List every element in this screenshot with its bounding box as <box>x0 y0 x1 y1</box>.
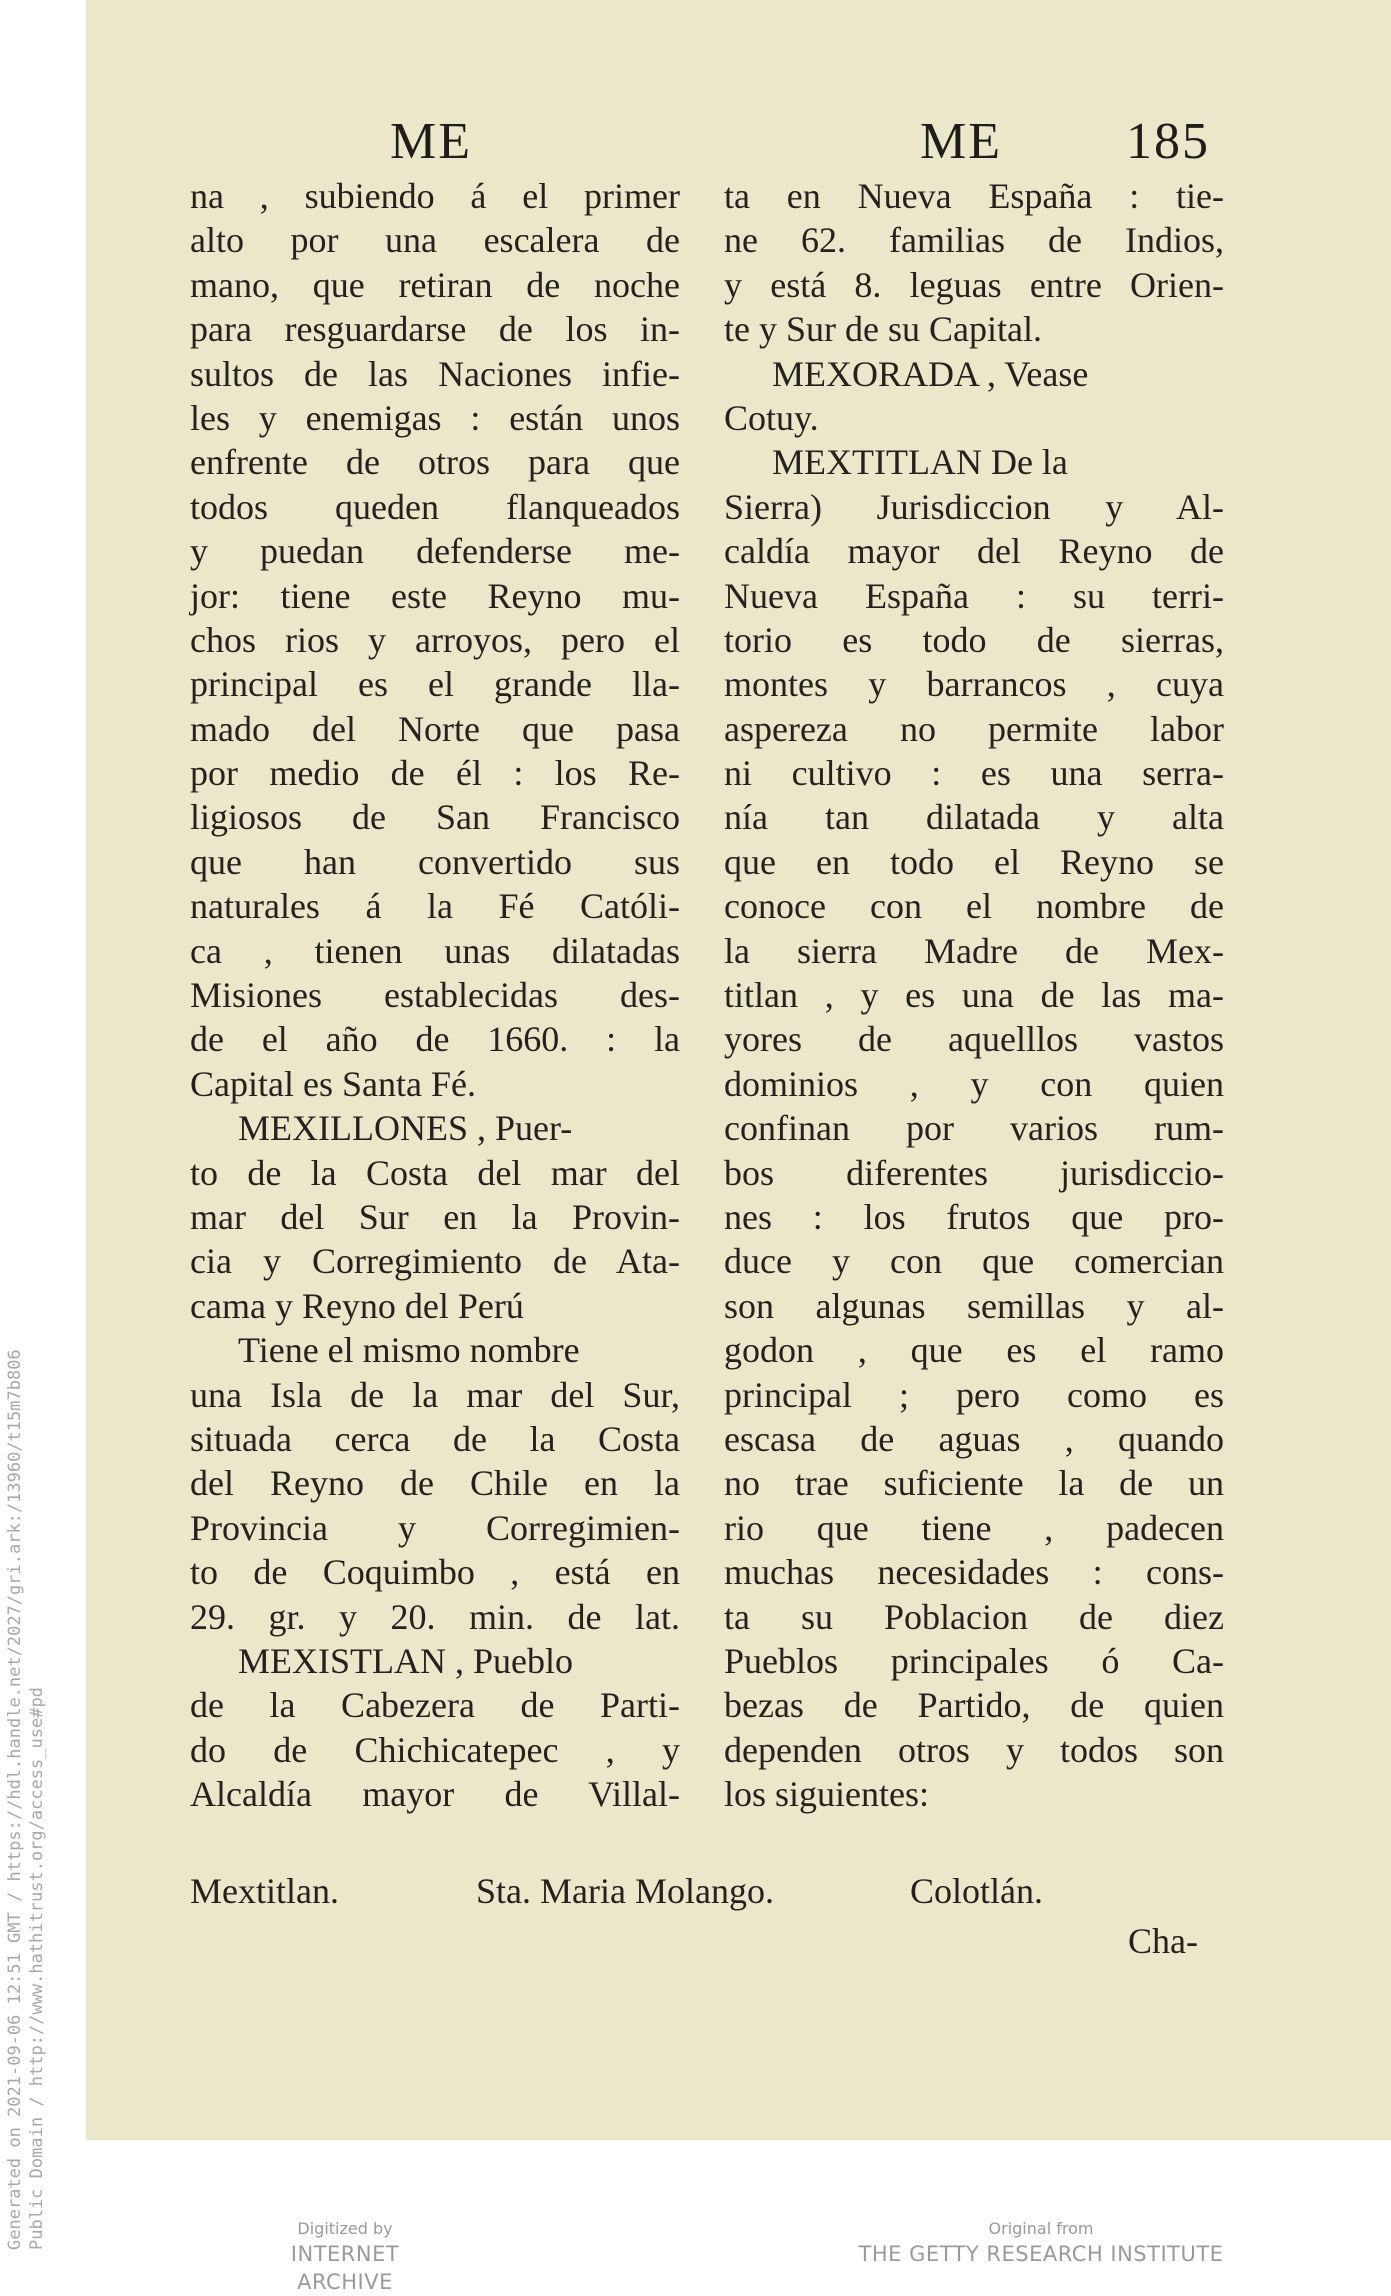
text-line: muchas necesidades : cons- <box>724 1552 1224 1593</box>
text-line: godon , que es el ramo <box>724 1330 1224 1371</box>
text-line: principal ; pero como es <box>724 1374 1224 1415</box>
text-line: escasa de aguas , quando <box>724 1418 1224 1459</box>
text-line: y puedan defenderse me- <box>190 531 680 572</box>
text-line: cia y Corregimiento de Ata- <box>190 1241 680 1282</box>
text-line: ni cultivo : es una serra- <box>724 753 1224 794</box>
place-list-item: Mextitlan. <box>190 1871 339 1911</box>
generation-note <box>4 1349 48 2250</box>
text-line: Pueblos principales ó Ca- <box>724 1640 1224 1681</box>
text-line: Nueva España : su terri- <box>724 575 1224 616</box>
generation-note-line: Generated on 2021-09-06 12:51 GMT / https://hdl.handle.net/2027/gri.ark:/13960/t15m7b806 <box>5 1349 25 2250</box>
text-line: de el año de 1660. : la <box>190 1019 680 1060</box>
text-line: mado del Norte que pasa <box>190 708 680 749</box>
text-line: ta su Poblacion de diez <box>724 1596 1224 1637</box>
text-line: los siguientes: <box>724 1774 929 1815</box>
text-line: ca , tienen unas dilatadas <box>190 930 680 971</box>
text-line: montes y barrancos , cuya <box>724 664 1224 705</box>
text-line: ta en Nueva España : tie- <box>724 176 1224 216</box>
text-line: rio que tiene , padecen <box>724 1507 1224 1548</box>
text-line: mano, que retiran de noche <box>190 264 680 305</box>
text-line: MEXILLONES , Puer- <box>238 1108 573 1149</box>
text-line: bos diferentes jurisdiccio- <box>724 1152 1224 1193</box>
text-line: Provincia y Corregimien- <box>190 1507 680 1548</box>
text-line: situada cerca de la Costa <box>190 1418 680 1459</box>
text-line: te y Sur de su Capital. <box>724 309 1042 350</box>
running-head-right: ME <box>920 113 1002 170</box>
running-head-left: ME <box>390 113 472 170</box>
text-line: to de Coquimbo , está en <box>190 1552 680 1593</box>
text-line: bezas de Partido, de quien <box>724 1685 1224 1726</box>
text-line: dependen otros y todos son <box>724 1729 1224 1770</box>
text-line: MEXORADA , Vease <box>772 353 1089 394</box>
place-list-item: Sta. Maria Molango. <box>476 1871 774 1911</box>
left-text-column <box>190 174 680 1816</box>
text-line: y está 8. leguas entre Orien- <box>724 264 1224 305</box>
text-line: Misiones establecidas des- <box>190 975 680 1016</box>
text-line: principal es el grande lla- <box>190 664 680 705</box>
text-line: Sierra) Jurisdiccion y Al- <box>724 486 1224 527</box>
text-line: 29. gr. y 20. min. de lat. <box>190 1596 680 1637</box>
text-line: la sierra Madre de Mex- <box>724 930 1224 971</box>
digitized-by-credit <box>240 2218 450 2296</box>
text-line: de la Cabezera de Parti- <box>190 1685 680 1726</box>
text-line: jor: tiene este Reyno mu- <box>190 575 680 616</box>
text-line: torio es todo de sierras, <box>724 619 1224 660</box>
text-line: todos queden flanqueados <box>190 486 680 527</box>
text-line: confinan por varios rum- <box>724 1108 1224 1149</box>
text-line: una Isla de la mar del Sur, <box>190 1374 680 1415</box>
text-line: mar del Sur en la Provin- <box>190 1196 680 1237</box>
right-text-column <box>724 174 1224 1816</box>
text-line: alto por una escalera de <box>190 220 680 261</box>
digitized-by-label: Digitized by <box>297 2219 393 2238</box>
text-line: del Reyno de Chile en la <box>190 1463 680 1504</box>
text-line: duce y con que comercian <box>724 1241 1224 1282</box>
text-line: Cotuy. <box>724 397 819 438</box>
text-line: que han convertido sus <box>190 841 680 882</box>
text-line: dominios , y con quien <box>724 1063 1224 1104</box>
internet-archive-label: INTERNET ARCHIVE <box>290 2242 400 2294</box>
place-list-item: Colotlán. <box>910 1871 1043 1911</box>
text-line: titlan , y es una de las ma- <box>724 975 1224 1016</box>
text-line: nía tan dilatada y alta <box>724 797 1224 838</box>
text-line: son algunas semillas y al- <box>724 1285 1224 1326</box>
text-line: Alcaldía mayor de Villal- <box>190 1774 680 1815</box>
text-line: caldía mayor del Reyno de <box>724 531 1224 572</box>
text-line: cama y Reyno del Perú <box>190 1285 524 1326</box>
text-line: MEXISTLAN , Pueblo <box>238 1640 573 1681</box>
original-from-label: Original from <box>988 2219 1094 2238</box>
text-line: ligiosos de San Francisco <box>190 797 680 838</box>
text-line: para resguardarse de los in- <box>190 309 680 350</box>
original-from-credit <box>856 2218 1226 2268</box>
text-line: do de Chichicatepec , y <box>190 1729 680 1770</box>
text-line: aspereza no permite labor <box>724 708 1224 749</box>
text-line: no trae suficiente la de un <box>724 1463 1224 1504</box>
text-line: les y enemigas : están unos <box>190 397 680 438</box>
text-line: enfrente de otros para que <box>190 442 680 483</box>
text-line: sultos de las Naciones infie- <box>190 353 680 394</box>
text-line: chos rios y arroyos, pero el <box>190 619 680 660</box>
text-line: naturales á la Fé Católi- <box>190 886 680 927</box>
text-line: yores de aquelllos vastos <box>724 1019 1224 1060</box>
text-line: ne 62. familias de Indios, <box>724 220 1224 261</box>
page-number: 185 <box>1126 113 1210 170</box>
text-line: to de la Costa del mar del <box>190 1152 680 1193</box>
text-line: que en todo el Reyno se <box>724 841 1224 882</box>
text-line: Tiene el mismo nombre <box>238 1330 580 1371</box>
text-line: MEXTITLAN De la <box>772 442 1068 483</box>
text-line: Capital es Santa Fé. <box>190 1063 476 1104</box>
text-line: na , subiendo á el primer <box>190 176 680 216</box>
text-line: por medio de él : los Re- <box>190 753 680 794</box>
text-line: nes : los frutos que pro- <box>724 1196 1224 1237</box>
catchword: Cha- <box>1128 1921 1198 1961</box>
license-note-line: Public Domain / http://www.hathitrust.org/access_use#pd <box>27 1687 47 2250</box>
text-line: conoce con el nombre de <box>724 886 1224 927</box>
getty-label: THE GETTY RESEARCH INSTITUTE <box>858 2242 1224 2266</box>
